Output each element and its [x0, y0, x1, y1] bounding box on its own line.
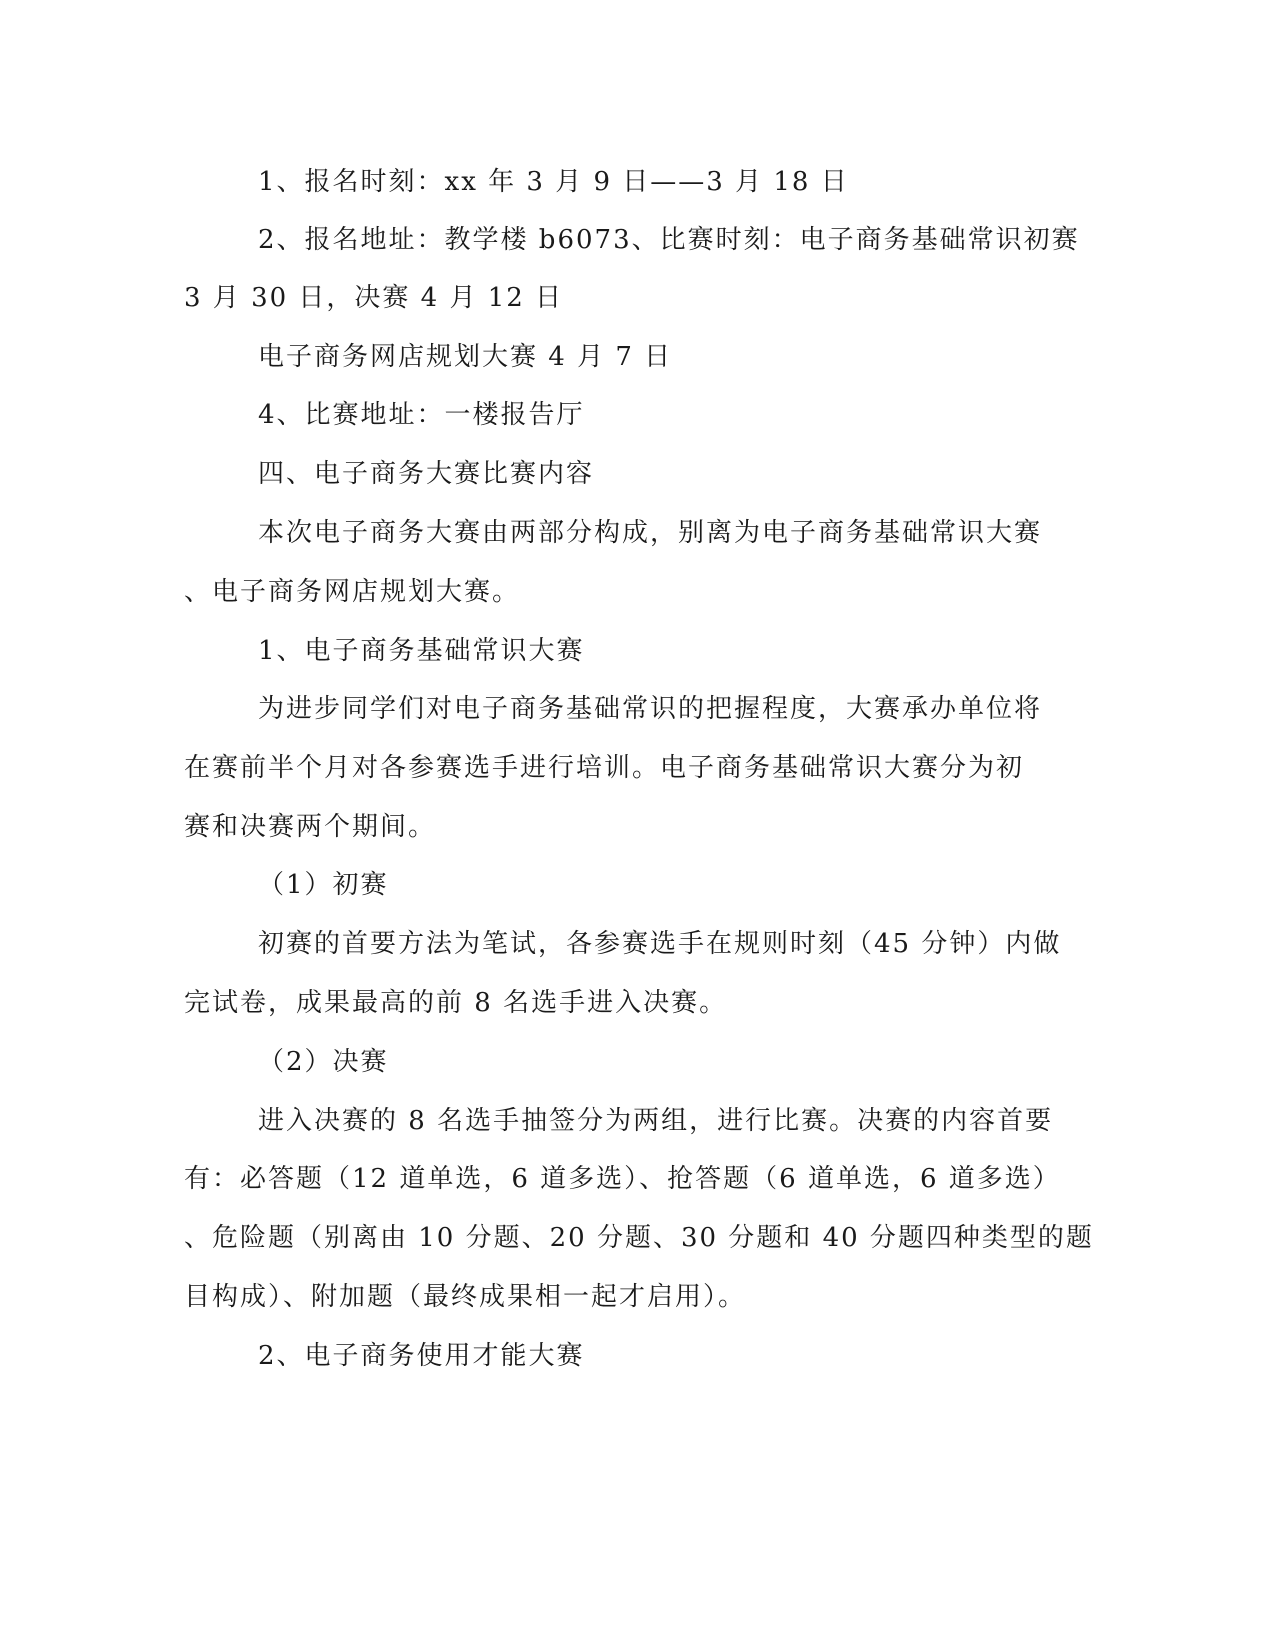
text-line-contest-parts-cont: 、电子商务网店规划大赛。	[184, 577, 521, 607]
text-line-final-questions: 有：必答题（12 道单选，6 道多选）、抢答题（6 道单选，6 道多选）	[184, 1164, 1061, 1194]
text-line-final-bonus: 目构成）、附加题（最终成果相一起才启用）。	[184, 1282, 747, 1312]
subheading-application-ability: 2、电子商务使用才能大赛	[258, 1341, 585, 1371]
text-line-final-format: 进入决赛的 8 名选手抽签分为两组，进行比赛。决赛的内容首要	[258, 1106, 1054, 1136]
text-line-contest-parts: 本次电子商务大赛由两部分构成，别离为电子商务基础常识大赛	[258, 518, 1043, 548]
text-line-registration-time: 1、报名时刻：xx 年 3 月 9 日——3 月 18 日	[258, 167, 849, 197]
subheading-final: （2）决赛	[258, 1047, 389, 1077]
text-line-final-risk-questions: 、危险题（别离由 10 分题、20 分题、30 分题和 40 分题四种类型的题	[184, 1223, 1094, 1253]
text-line-training: 为进步同学们对电子商务基础常识的把握程度，大赛承办单位将	[258, 694, 1043, 724]
text-line-dates: 3 月 30 日，决赛 4 月 12 日	[184, 283, 564, 313]
text-line-registration-address: 2、报名地址：教学楼 b6073、比赛时刻：电子商务基础常识初赛	[258, 225, 1080, 255]
subheading-preliminary: （1）初赛	[258, 870, 389, 900]
subheading-basic-knowledge: 1、电子商务基础常识大赛	[258, 636, 585, 666]
text-line-preliminary-format-cont: 完试卷，成果最高的前 8 名选手进入决赛。	[184, 988, 728, 1018]
text-line-shop-contest-date: 电子商务网店规划大赛 4 月 7 日	[258, 342, 673, 372]
text-line-preliminary-format: 初赛的首要方法为笔试，各参赛选手在规则时刻（45 分钟）内做	[258, 929, 1062, 959]
text-line-venue: 4、比赛地址：一楼报告厅	[258, 400, 585, 430]
text-line-stages: 赛和决赛两个期间。	[184, 812, 437, 842]
section-heading-contest-content: 四、电子商务大赛比赛内容	[258, 459, 595, 489]
text-line-training-cont: 在赛前半个月对各参赛选手进行培训。电子商务基础常识大赛分为初	[184, 753, 1025, 783]
